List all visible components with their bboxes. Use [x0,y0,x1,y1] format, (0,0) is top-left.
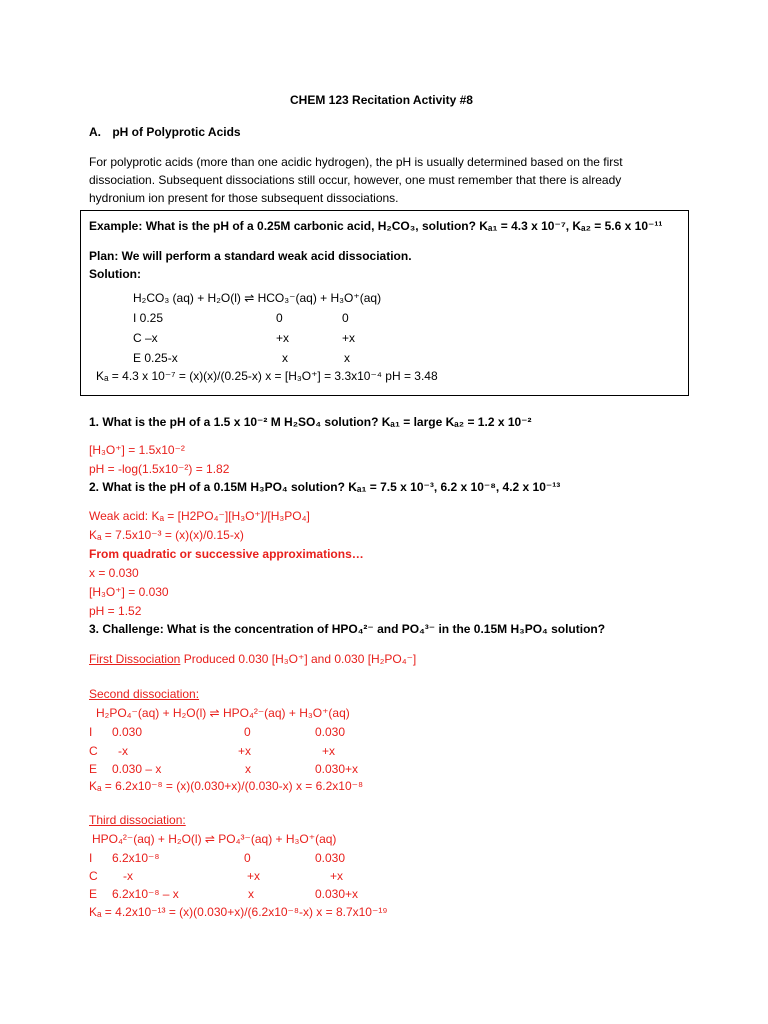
q3-third-c-base: +x [247,869,261,883]
q3-third-result: Kₐ = 4.2x10⁻¹³ = (x)(0.030+x)/(6.2x10⁻⁸-x) x = 8.7x10⁻¹⁹ [89,905,388,919]
example-ice-e-h3o: x [344,351,350,365]
q3-second-c-h3o: +x [322,744,336,758]
example-plan: Plan: We will perform a standard weak acid dissociation. [89,249,412,263]
q3-second-equation: H₂PO₄⁻(aq) + H₂O(l) ⇌ HPO₄²⁻(aq) + H₃O⁺(aq) [96,706,350,720]
q3-second-result: Kₐ = 6.2x10⁻⁸ = (x)(0.030+x)/(0.030-x) x = 6.2x10⁻⁸ [89,779,364,793]
q3-third-e-base: x [248,887,254,901]
q2-question: 2. What is the pH of a 0.15M H₃PO₄ solution? Kₐ₁ = 7.5 x 10⁻³, 6.2 x 10⁻⁸, 4.2 x 10⁻¹³ [89,480,561,494]
example-ice-e-hco3: x [282,351,288,365]
q3-second-c-base: +x [238,744,252,758]
intro-line-2: dissociation. Subsequent dissociations still occur, however, one must remember that there is already [89,173,622,187]
q3-second-c-acid: -x [118,744,128,758]
q3-first-text: Produced 0.030 [H₃O⁺] and 0.030 [H₂PO₄⁻] [180,652,417,666]
q3-third-equation: HPO₄²⁻(aq) + H₂O(l) ⇌ PO₄³⁻(aq) + H₃O⁺(aq) [92,832,337,846]
q3-third-e-h3o: 0.030+x [315,887,359,901]
example-ice-i-label: I 0.25 [133,311,164,325]
q3-third-i-base: 0 [244,851,251,865]
example-solution-label: Solution: [89,267,141,281]
q2-answer-6: pH = 1.52 [89,604,142,618]
example-ice-i-hco3: 0 [276,311,283,325]
q1-answer-1: [H₃O⁺] = 1.5x10⁻² [89,443,185,457]
q3-third-e-label: E [89,887,98,901]
page-title: CHEM 123 Recitation Activity #8 [290,93,473,107]
section-a-heading [89,124,241,140]
q3-first-dissociation [89,651,416,667]
q3-second-i-acid: 0.030 [112,725,143,739]
q2-answer-4: x = 0.030 [89,566,139,580]
section-a-letter: A. [89,125,101,139]
q3-third-i-h3o: 0.030 [315,851,346,865]
example-result: Kₐ = 4.3 x 10⁻⁷ = (x)(x)/(0.25-x) x = [H₃O⁺] = 3.3x10⁻⁴ pH = 3.48 [96,369,438,383]
example-ice-i-h3o: 0 [342,311,349,325]
q3-question: 3. Challenge: What is the concentration of HPO₄²⁻ and PO₄³⁻ in the 0.15M H₃PO₄ solution? [89,622,606,636]
q3-second-c-label: C [89,744,98,758]
q1-answer-2: pH = -log(1.5x10⁻²) = 1.82 [89,462,230,476]
q3-third-i-acid: 6.2x10⁻⁸ [112,851,160,865]
intro-line-3: hydronium ion present for those subsequent dissociations. [89,191,399,205]
q3-third-e-acid: 6.2x10⁻⁸ – x [112,887,179,901]
example-question: Example: What is the pH of a 0.25M carbonic acid, H₂CO₃, solution? Kₐ₁ = 4.3 x 10⁻⁷, Kₐ₂ = 5.6 x 10⁻¹¹ [89,219,663,233]
q3-third-i-label: I [89,851,93,865]
q3-third-c-h3o: +x [330,869,344,883]
q3-third-c-acid: -x [123,869,133,883]
q3-second-i-label: I [89,725,93,739]
q3-second-label: Second dissociation: [89,687,200,701]
q3-first-label: First Dissociation [89,652,181,666]
q3-third-c-label: C [89,869,98,883]
example-ice-c-h3o: +x [342,331,356,345]
q2-answer-3: From quadratic or successive approximations… [89,547,364,561]
example-ice-c-hco3: +x [276,331,290,345]
section-a-title: pH of Polyprotic Acids [112,125,241,139]
q2-answer-2: Kₐ = 7.5x10⁻³ = (x)(x)/0.15-x) [89,528,244,542]
q3-second-i-base: 0 [244,725,251,739]
intro-line-1: For polyprotic acids (more than one acidic hydrogen), the pH is usually determined based on the first [89,155,623,169]
q3-second-i-h3o: 0.030 [315,725,346,739]
q3-second-e-h3o: 0.030+x [315,762,359,776]
q1-question: 1. What is the pH of a 1.5 x 10⁻² M H₂SO₄ solution? Kₐ₁ = large Kₐ₂ = 1.2 x 10⁻² [89,415,532,429]
q3-second-e-label: E [89,762,98,776]
q2-answer-5: [H₃O⁺] = 0.030 [89,585,169,599]
q3-second-e-acid: 0.030 – x [112,762,162,776]
q3-third-label: Third dissociation: [89,813,186,827]
example-ice-c-label: C –x [133,331,158,345]
q2-answer-1: Weak acid: Kₐ = [H2PO₄⁻][H₃O⁺]/[H₃PO₄] [89,509,310,523]
example-equation: H₂CO₃ (aq) + H₂O(l) ⇌ HCO₃⁻(aq) + H₃O⁺(aq) [133,291,382,305]
q3-second-e-base: x [245,762,251,776]
example-ice-e-label: E 0.25-x [133,351,178,365]
